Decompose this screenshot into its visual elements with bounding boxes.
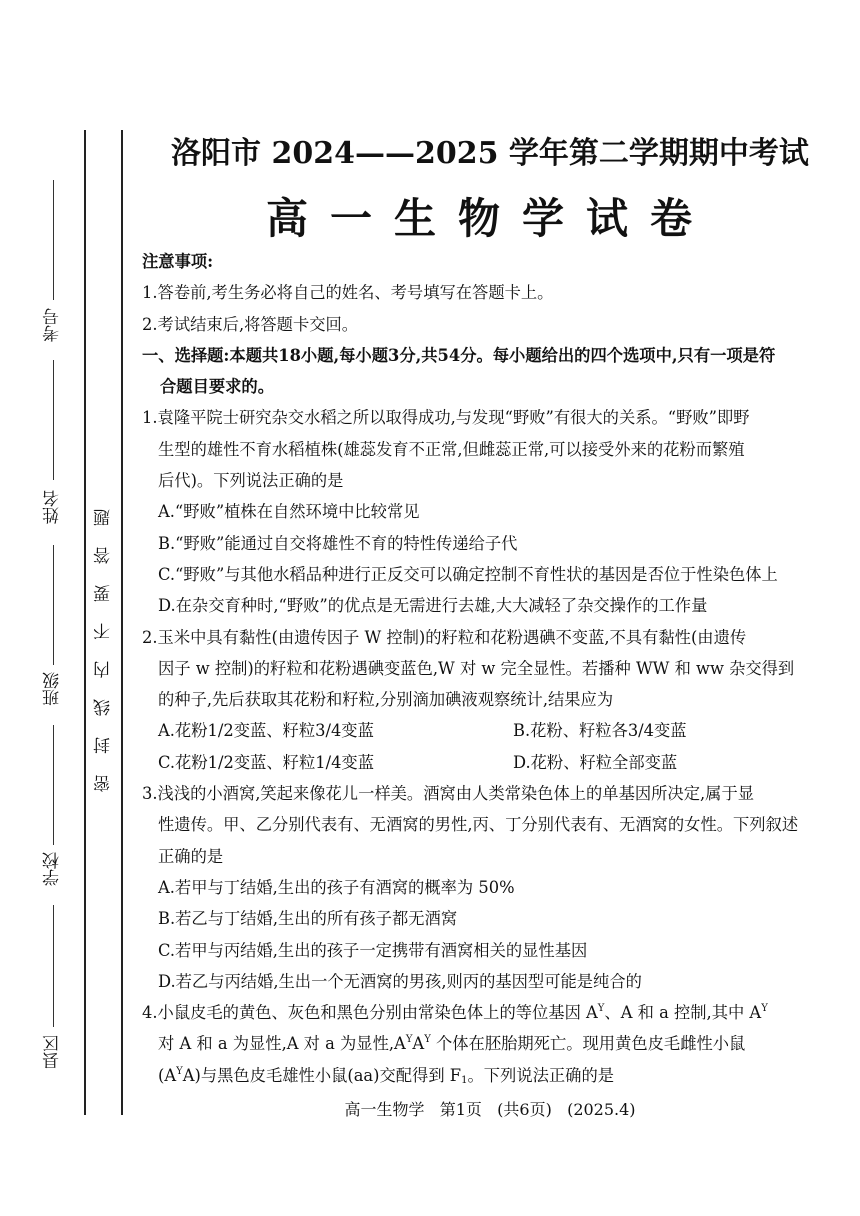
q3-option-b: B.若乙与丁结婚,生出的所有孩子都无酒窝 xyxy=(158,909,458,929)
q4-text: 个体在胚胎期死亡。现用黄色皮毛雌性小鼠 xyxy=(430,1034,746,1054)
q1-option-b: B.“野败”能通过自交将雄性不育的特性传递给子代 xyxy=(158,533,518,553)
q1-stem-line1: 1.袁隆平院士研究杂交水稻之所以取得成功,与发现“野败”有很大的关系。“野败”即野 xyxy=(142,408,750,428)
superscript-y: Y xyxy=(424,1034,431,1046)
superscript-y: Y xyxy=(176,1065,183,1077)
binding-line-outer xyxy=(84,130,86,1115)
district-line xyxy=(53,905,54,1027)
paper-title: 高一生物学试卷 xyxy=(265,194,714,243)
district-label: 县区 xyxy=(43,1035,63,1069)
q3-stem-line3: 正确的是 xyxy=(158,846,224,866)
q2-options-row1 xyxy=(142,715,834,746)
q4-stem-line1 xyxy=(142,997,834,1028)
q4-text: 对 A 和 a 为显性,A 对 a 为显性,A xyxy=(158,1034,406,1054)
q4-stem-line3 xyxy=(142,1060,834,1091)
superscript-y: Y xyxy=(761,1003,768,1015)
q1-option-c: C.“野败”与其他水稻品种进行正反交可以确定控制不育性状的基因是否位于性染色体上 xyxy=(158,564,778,584)
q4-text: 、A 和 a 控制,其中 A xyxy=(604,1003,762,1023)
superscript-y: Y xyxy=(597,1003,605,1015)
class-line xyxy=(53,545,54,665)
q2-options-row2 xyxy=(142,747,834,778)
q3-stem-line1: 3.浅浅的小酒窝,笑起来像花儿一样美。酒窝由人类常染色体上的单基因所决定,属于显 xyxy=(142,784,755,804)
q4-stem-line2 xyxy=(142,1028,834,1059)
q4-text: 。下列说法正确的是 xyxy=(467,1065,615,1085)
q1-option-d: D.在杂交育种时,“野败”的优点是无需进行去雄,大大减轻了杂交操作的工作量 xyxy=(158,596,708,616)
note-2: 2.考试结束后,将答题卡交回。 xyxy=(142,314,359,334)
note-1: 1.答卷前,考生务必将自己的姓名、考号填写在答题卡上。 xyxy=(142,283,554,303)
name-line xyxy=(53,360,54,480)
section-1-heading-cont: 合题目要求的。 xyxy=(160,377,274,397)
page-footer: 高一生物学 第1页 (共6页) (2025.4) xyxy=(344,1100,636,1119)
q3-stem-line2: 性遗传。甲、乙分别代表有、无酒窝的男性,丙、丁分别代表有、无酒窝的女性。下列叙述 xyxy=(158,815,799,835)
school-label: 学校 xyxy=(43,852,63,886)
q2-stem-line3: 的种子,先后获取其花粉和籽粒,分别滴加碘液观察统计,结果应为 xyxy=(158,690,614,710)
q3-option-c: C.若甲与丙结婚,生出的孩子一定携带有酒窝相关的显性基因 xyxy=(158,940,588,960)
q2-option-d: D.花粉、籽粒全部变蓝 xyxy=(513,752,678,772)
seal-notice: 密封线内不要答题 xyxy=(94,488,114,792)
q2-option-b: B.花粉、籽粒各3/4变蓝 xyxy=(513,721,687,741)
q1-stem-line2: 生型的雄性不育水稻植株(雄蕊发育不正常,但雌蕊正常,可以接受外来的花粉而繁殖 xyxy=(158,439,745,459)
q4-text: (A xyxy=(158,1065,177,1085)
exam-content xyxy=(142,246,834,1091)
q3-option-d: D.若乙与丙结婚,生出一个无酒窝的男孩,则丙的基因型可能是纯合的 xyxy=(158,971,642,991)
q2-stem-line2: 因子 w 控制)的籽粒和花粉遇碘变蓝色,W 对 w 完全显性。若播种 WW 和 ww 杂交得到 xyxy=(158,658,795,678)
school-line xyxy=(53,725,54,845)
q3-option-a: A.若甲与丁结婚,生出的孩子有酒窝的概率为 50% xyxy=(158,877,515,897)
superscript-y: Y xyxy=(405,1034,413,1046)
q1-option-a: A.“野败”植株在自然环境中比较常见 xyxy=(158,502,420,522)
exam-title: 洛阳市 2024——2025 学年第二学期期中考试 xyxy=(171,136,809,171)
class-label: 班级 xyxy=(43,672,63,706)
q1-stem-line3: 后代)。下列说法正确的是 xyxy=(158,471,344,491)
q2-option-c: C.花粉1/2变蓝、籽粒1/4变蓝 xyxy=(158,752,374,772)
exam-no-line xyxy=(53,180,54,300)
q2-stem-line1: 2.玉米中具有黏性(由遗传因子 W 控制)的籽粒和花粉遇碘不变蓝,不具有黏性(由遗传 xyxy=(142,627,747,647)
q4-text: A)与黑色皮毛雄性小鼠(aa)交配得到 F xyxy=(182,1065,462,1085)
q2-option-a: A.花粉1/2变蓝、籽粒3/4变蓝 xyxy=(158,721,374,741)
binding-line-inner xyxy=(121,130,123,1115)
name-label: 姓名 xyxy=(43,490,63,524)
q4-text: A xyxy=(412,1034,425,1054)
section-1-heading: 一、选择题:本题共18小题,每小题3分,共54分。每小题给出的四个选项中,只有一项是符 xyxy=(142,345,776,365)
exam-no-label: 考号 xyxy=(43,308,63,342)
q4-text: 4.小鼠皮毛的黄色、灰色和黑色分别由常染色体上的等位基因 A xyxy=(142,1003,598,1023)
subscript-1: 1 xyxy=(461,1074,468,1086)
notes-heading: 注意事项: xyxy=(142,252,214,271)
